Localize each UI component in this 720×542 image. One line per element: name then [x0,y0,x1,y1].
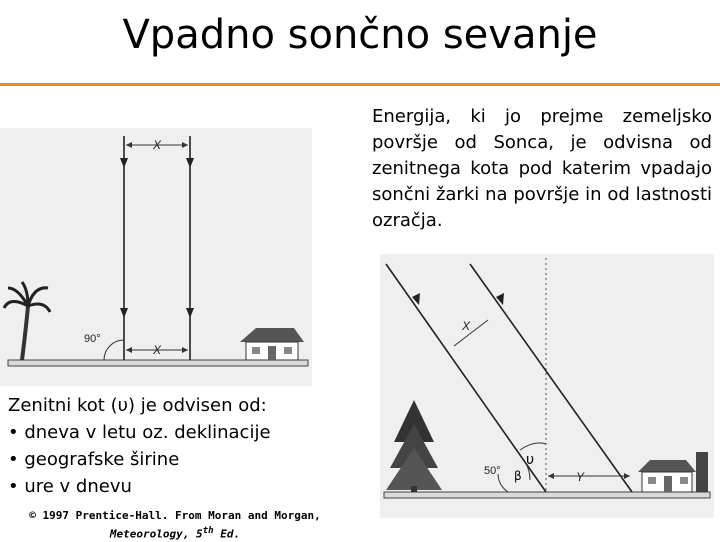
house-icon [638,452,708,492]
page-title: Vpadno sončno sevanje [122,12,598,58]
credit-line-1: © 1997 Prentice-Hall. From Moran and Morgan, [29,509,321,522]
credit-book-title: Meteorology, 5 [109,527,203,541]
credit-line-2 [10,523,340,542]
y-label: Y [576,470,585,484]
list-item: • geografske širine [8,449,180,470]
credit-edition: Ed. [213,527,241,541]
x-top-label: X [152,138,162,152]
palm-tree-icon [4,282,50,360]
list-item: • ure v dnevu [8,476,132,497]
angle-90-label: 90° [84,333,101,345]
upsilon-label: υ [526,452,535,468]
x-bottom-label: X [152,343,162,357]
beta-label: β [514,469,522,483]
list-heading: Zenitni kot (υ) je odvisen od: [8,395,267,416]
slanted-rays-figure [380,254,714,518]
list-item: • dneva v letu oz. deklinacije [8,422,271,443]
title-divider [0,83,720,86]
image-credit [10,508,340,542]
description-paragraph: Energija, ki jo prejme zemeljsko površje od Sonca, je odvisna od zenitnega kota pod katerim vpadajo sončni žarki na površje in od lastnosti ozračja. [372,106,712,231]
x-label: X [462,319,471,333]
house-icon [240,328,304,360]
vertical-rays-figure [0,128,312,386]
angle-50-label: 50° [484,465,501,477]
credit-edition-suffix: th [202,525,214,536]
pine-tree-icon [386,400,442,492]
zenith-angle-factors [8,392,328,500]
